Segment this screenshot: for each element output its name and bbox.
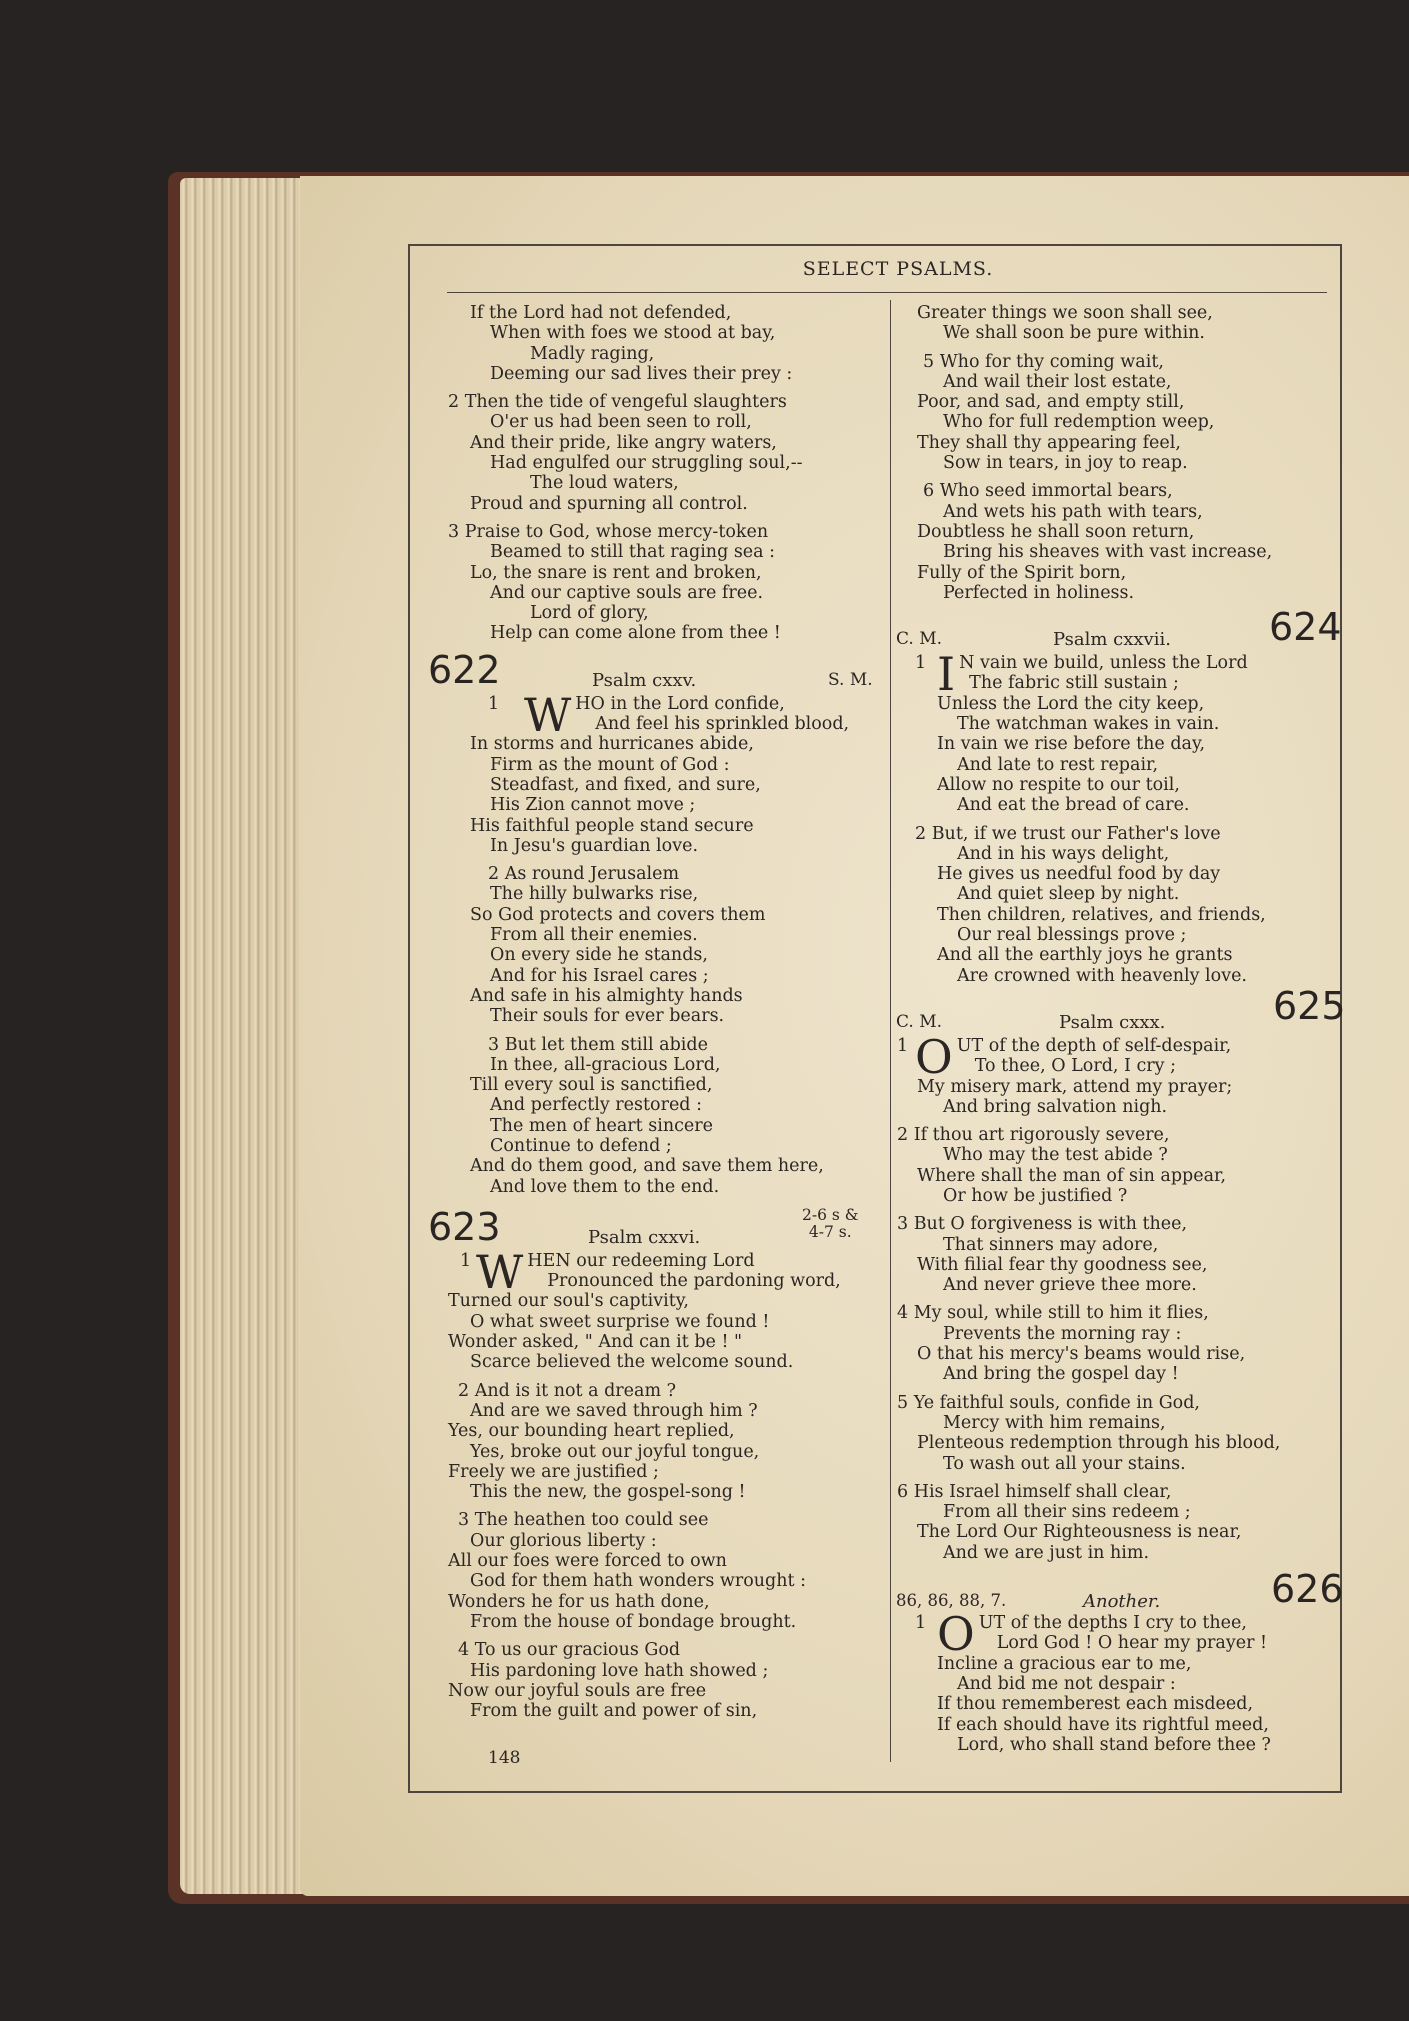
stanza bbox=[893, 352, 1333, 474]
hymn-line: His pardoning love hath showed ; bbox=[470, 1660, 769, 1681]
hymn-622-heading bbox=[428, 647, 880, 694]
hymn-line: Incline a gracious ear to me, bbox=[937, 1653, 1192, 1674]
hymn-number: 624 bbox=[1269, 605, 1342, 650]
stanza bbox=[440, 522, 880, 644]
drop-cap: O bbox=[937, 1607, 975, 1662]
hymn-line: Sow in tears, in joy to reap. bbox=[943, 453, 1188, 474]
hymn-line: The Lord Our Righteousness is near, bbox=[917, 1522, 1242, 1543]
stanza bbox=[440, 1035, 880, 1197]
stanza bbox=[893, 1607, 1333, 1755]
stanza bbox=[893, 1482, 1333, 1563]
hymn-line: Wonder asked, " And can it be ! " bbox=[448, 1332, 743, 1353]
hymn-line: My misery mark, attend my prayer; bbox=[917, 1076, 1233, 1097]
hymn-meter: S. M. bbox=[828, 669, 873, 690]
hymn-line: Their souls for ever bears. bbox=[490, 1006, 725, 1027]
hymn-line: 4 To us our gracious God bbox=[458, 1640, 681, 1661]
hymn-line: And for his Israel cares ; bbox=[490, 965, 709, 986]
hymn-line: HO in the Lord confide, bbox=[575, 693, 785, 714]
hymn-line: In Jesu's guardian love. bbox=[490, 835, 699, 856]
hymn-line: And bring salvation nigh. bbox=[943, 1096, 1168, 1117]
stanza bbox=[440, 1510, 880, 1632]
hymn-line: In vain we rise before the day, bbox=[937, 734, 1206, 755]
hymn-line: To thee, O Lord, I cry ; bbox=[974, 1056, 1177, 1077]
hymn-line: When with foes we stood at bay, bbox=[490, 323, 776, 344]
hymn-line: And wets his path with tears, bbox=[943, 501, 1203, 522]
hymn-line: Pronounced the pardoning word, bbox=[547, 1271, 841, 1292]
left-column bbox=[428, 303, 880, 1722]
stanza bbox=[440, 864, 880, 1026]
page-number: 148 bbox=[488, 1748, 521, 1768]
stanza bbox=[893, 824, 1333, 986]
stanza bbox=[893, 1125, 1333, 1206]
stanza-number: 1 bbox=[915, 1613, 927, 1634]
stanza bbox=[440, 1640, 880, 1721]
stanza bbox=[440, 392, 880, 514]
hymn-line: 2 If thou art rigorously severe, bbox=[897, 1125, 1170, 1146]
hymn-line: He gives us needful food by day bbox=[937, 864, 1221, 885]
hymn-number: 626 bbox=[1271, 1567, 1344, 1612]
stanza bbox=[893, 1303, 1333, 1384]
hymn-line: Firm as the mount of God : bbox=[490, 754, 730, 775]
stanza bbox=[893, 1214, 1333, 1295]
hymn-line: And safe in his almighty hands bbox=[470, 985, 743, 1006]
hymn-line: In storms and hurricanes abide, bbox=[470, 734, 754, 755]
hymn-line: Then children, relatives, and friends, bbox=[937, 904, 1266, 925]
hymn-number: 625 bbox=[1273, 983, 1346, 1028]
hymn-meter-line: 4-7 s. bbox=[808, 1222, 852, 1241]
hymn-line: From the guilt and power of sin, bbox=[470, 1701, 758, 1722]
hymn-line: 3 Praise to God, whose mercy-token bbox=[448, 521, 769, 542]
hymn-line: From all their enemies. bbox=[490, 925, 698, 946]
drop-cap: O bbox=[915, 1029, 953, 1084]
hymn-number: 622 bbox=[428, 647, 501, 692]
stanza bbox=[440, 1381, 880, 1503]
hymn-line: Yes, broke out our joyful tongue, bbox=[470, 1441, 760, 1462]
hymn-line: The men of heart sincere bbox=[490, 1115, 713, 1136]
stanza-number: 1 bbox=[488, 693, 500, 714]
stanza bbox=[893, 1393, 1333, 1474]
hymn-line: O that his mercy's beams would rise, bbox=[917, 1344, 1246, 1365]
column-divider bbox=[890, 300, 891, 1762]
hymn-line: Yes, our bounding heart replied, bbox=[448, 1421, 735, 1442]
hymn-line: And their pride, like angry waters, bbox=[470, 432, 777, 453]
hymn-line: Freely we are justified ; bbox=[448, 1461, 659, 1482]
psalm-title: Psalm cxxx. bbox=[1059, 1011, 1166, 1033]
hymn-line: Now our joyful souls are free bbox=[448, 1680, 707, 1701]
hymn-623-heading bbox=[428, 1201, 880, 1251]
hymn-line: And are we saved through him ? bbox=[470, 1400, 758, 1421]
stanza bbox=[893, 1029, 1333, 1117]
hymn-line: On every side he stands, bbox=[490, 945, 708, 966]
hymn-line: 3 But O forgiveness is with thee, bbox=[897, 1214, 1188, 1235]
hymn-line: Lord, who shall stand before thee ? bbox=[957, 1734, 1271, 1755]
hymn-meter bbox=[802, 1207, 859, 1241]
hymn-line: HEN our redeeming Lord bbox=[527, 1250, 755, 1271]
hymn-line: And feel his sprinkled blood, bbox=[595, 714, 850, 735]
drop-cap: W bbox=[524, 687, 572, 742]
hymn-line: Are crowned with heavenly love. bbox=[957, 965, 1247, 986]
hymn-line: And never grieve thee more. bbox=[943, 1275, 1197, 1296]
hymn-line: Unless the Lord the city keep, bbox=[937, 693, 1205, 714]
header-rule bbox=[447, 292, 1327, 293]
drop-cap: W bbox=[476, 1244, 524, 1299]
hymn-line: Madly raging, bbox=[530, 343, 655, 364]
hymn-line: And all the earthly joys he grants bbox=[937, 945, 1233, 966]
hymn-line: This the new, the gospel-song ! bbox=[470, 1482, 746, 1503]
hymn-line: With filial fear thy goodness see, bbox=[917, 1254, 1208, 1275]
hymn-line: The loud waters, bbox=[530, 473, 679, 494]
hymn-line: God for them hath wonders wrought : bbox=[470, 1571, 806, 1592]
hymn-line: The hilly bulwarks rise, bbox=[490, 884, 699, 905]
hymn-line: Prevents the morning ray : bbox=[943, 1323, 1182, 1344]
hymn-line: Lo, the snare is rent and broken, bbox=[470, 562, 762, 583]
stanza bbox=[893, 481, 1333, 603]
hymn-line: And do them good, and save them here, bbox=[470, 1156, 824, 1177]
hymn-line: To wash out all your stains. bbox=[943, 1453, 1186, 1474]
hymn-line: From the house of bondage brought. bbox=[470, 1611, 797, 1632]
stanza-number: 1 bbox=[915, 653, 927, 674]
hymn-line: And love them to the end. bbox=[490, 1176, 720, 1197]
hymn-line: UT of the depth of self-despair, bbox=[956, 1035, 1232, 1056]
hymn-line: Perfected in holiness. bbox=[943, 582, 1135, 603]
continuation-stanza bbox=[893, 303, 1333, 344]
hymn-line: 3 The heathen too could see bbox=[458, 1510, 709, 1531]
stanza-number: 1 bbox=[460, 1250, 472, 1271]
continuation-stanza bbox=[440, 303, 880, 384]
hymn-line: From all their sins redeem ; bbox=[943, 1502, 1191, 1523]
hymn-line: His faithful people stand secure bbox=[470, 815, 754, 836]
hymn-line: Our real blessings prove ; bbox=[957, 925, 1187, 946]
hymn-line: Continue to defend ; bbox=[490, 1135, 672, 1156]
hymn-line: 3 But let them still abide bbox=[488, 1034, 708, 1055]
right-column bbox=[893, 303, 1346, 1755]
hymn-line: And bid me not despair : bbox=[957, 1673, 1176, 1694]
hymn-line: If the Lord had not defended, bbox=[470, 303, 732, 323]
page-edges bbox=[180, 178, 312, 1894]
stanza bbox=[440, 1244, 880, 1373]
hymn-line: And eat the bread of care. bbox=[957, 795, 1190, 816]
hymn-line: N vain we build, unless the Lord bbox=[959, 653, 1248, 674]
hymn-line: Where shall the man of sin appear, bbox=[917, 1165, 1227, 1186]
hymn-line: 2 As round Jerusalem bbox=[488, 864, 680, 885]
hymn-line: 2 But, if we trust our Father's love bbox=[915, 823, 1221, 844]
psalm-title: Another. bbox=[1083, 1591, 1161, 1613]
hymn-line: And we are just in him. bbox=[943, 1542, 1150, 1563]
hymn-line: Lord of glory, bbox=[530, 603, 649, 624]
stanza-number: 1 bbox=[897, 1035, 909, 1056]
hymn-line: Who for full redemption weep, bbox=[943, 412, 1215, 433]
hymn-line: UT of the depths I cry to thee, bbox=[978, 1613, 1247, 1634]
hymn-line: Fully of the Spirit born, bbox=[917, 562, 1127, 583]
hymn-line: And late to rest repair, bbox=[957, 754, 1159, 775]
hymn-line: Bring his sheaves with vast increase, bbox=[943, 542, 1273, 563]
hymn-line: Wonders he for us hath done, bbox=[448, 1591, 710, 1612]
hymn-line: 5 Ye faithful souls, confide in God, bbox=[897, 1392, 1200, 1413]
hymn-line: 2 Then the tide of vengeful slaughters bbox=[448, 392, 787, 413]
hymn-line: If thou rememberest each misdeed, bbox=[937, 1694, 1254, 1715]
hymn-line: Proud and spurning all control. bbox=[470, 493, 748, 514]
hymn-line: Till every soul is sanctified, bbox=[470, 1075, 713, 1096]
hymn-line: Help can come alone from thee ! bbox=[490, 623, 781, 644]
drop-cap: I bbox=[937, 647, 956, 702]
hymn-line: The fabric still sustain ; bbox=[969, 673, 1179, 694]
hymn-line: 5 Who for thy coming wait, bbox=[923, 351, 1164, 372]
hymn-line: Who may the test abide ? bbox=[943, 1145, 1168, 1166]
hymn-line: And perfectly restored : bbox=[490, 1095, 702, 1116]
hymn-625-heading bbox=[893, 983, 1346, 1036]
hymn-line: Our glorious liberty : bbox=[470, 1530, 657, 1551]
hymn-line: 4 My soul, while still to him it flies, bbox=[897, 1303, 1209, 1324]
page-header-title: SELECT PSALMS. bbox=[802, 258, 994, 280]
stanza bbox=[893, 647, 1333, 816]
hymn-line: Had engulfed our struggling soul,-- bbox=[490, 453, 803, 474]
hymn-line: Plenteous redemption through his blood, bbox=[917, 1433, 1281, 1454]
hymn-line: We shall soon be pure within. bbox=[943, 323, 1205, 344]
psalm-title: Psalm cxxv. bbox=[592, 669, 697, 691]
hymn-line: Greater things we soon shall see, bbox=[917, 303, 1213, 323]
hymn-line: They shall thy appearing feel, bbox=[917, 432, 1181, 453]
hymn-line: The watchman wakes in vain. bbox=[957, 714, 1220, 735]
hymn-line: Poor, and sad, and empty still, bbox=[917, 392, 1185, 413]
hymn-meter: C. M. bbox=[896, 1011, 943, 1032]
hymn-line: 6 His Israel himself shall clear, bbox=[897, 1481, 1172, 1502]
hymn-line: O'er us had been seen to roll, bbox=[490, 412, 752, 433]
hymn-line: And our captive souls are free. bbox=[490, 582, 764, 603]
hymn-line: Allow no respite to our toil, bbox=[937, 774, 1180, 795]
hymn-line: And bring the gospel day ! bbox=[943, 1364, 1179, 1385]
hymn-meter: C. M. bbox=[896, 629, 943, 650]
hymn-line: And in his ways delight, bbox=[957, 843, 1170, 864]
hymn-line: And wail their lost estate, bbox=[943, 371, 1172, 392]
hymn-line: Beamed to still that raging sea : bbox=[490, 542, 776, 563]
hymn-624-heading bbox=[893, 605, 1342, 653]
hymn-line: Turned our soul's captivity, bbox=[448, 1291, 689, 1312]
hymn-line: Or how be justified ? bbox=[943, 1185, 1128, 1206]
hymn-line: Deeming our sad lives their prey : bbox=[490, 363, 793, 384]
hymn-meter-line: 2-6 s & bbox=[802, 1205, 859, 1224]
hymn-line: That sinners may adore, bbox=[943, 1234, 1159, 1255]
hymn-meter: 86, 86, 88, 7. bbox=[896, 1591, 1007, 1611]
hymn-line: Steadfast, and fixed, and sure, bbox=[490, 774, 761, 795]
hymn-line: In thee, all-gracious Lord, bbox=[490, 1054, 721, 1075]
hymn-line: And quiet sleep by night. bbox=[957, 884, 1180, 905]
hymn-number: 623 bbox=[428, 1204, 501, 1249]
hymn-line: So God protects and covers them bbox=[470, 904, 766, 925]
psalm-title: Psalm cxxvii. bbox=[1053, 629, 1171, 651]
hymn-line: O what sweet surprise we found ! bbox=[470, 1311, 770, 1332]
hymn-line: Mercy with him remains, bbox=[943, 1412, 1166, 1433]
hymn-line: Doubtless he shall soon return, bbox=[917, 521, 1195, 542]
psalm-title: Psalm cxxvi. bbox=[588, 1226, 701, 1248]
hymn-line: His Zion cannot move ; bbox=[490, 795, 696, 816]
hymn-line: 2 And is it not a dream ? bbox=[458, 1380, 676, 1401]
hymn-line: All our foes were forced to own bbox=[448, 1551, 727, 1572]
stanza bbox=[440, 687, 880, 856]
hymn-line: Scarce believed the welcome sound. bbox=[470, 1352, 794, 1373]
hymn-line: If each should have its rightful meed, bbox=[937, 1714, 1269, 1735]
hymn-line: 6 Who seed immortal bears, bbox=[923, 481, 1173, 502]
hymn-line: Lord God ! O hear my prayer ! bbox=[996, 1633, 1268, 1654]
